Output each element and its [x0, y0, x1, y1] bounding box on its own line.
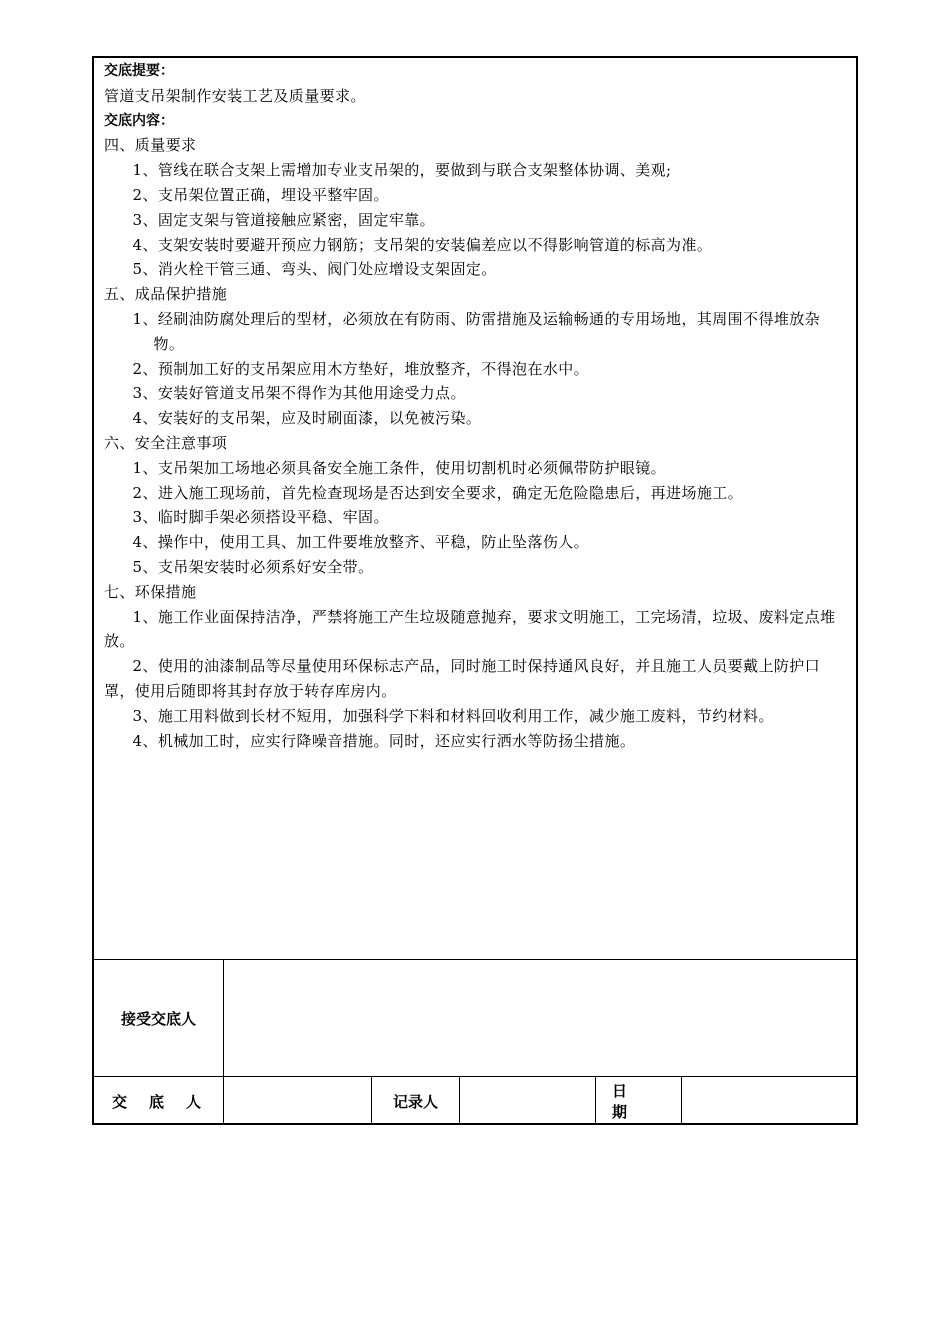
- list-item: 3、施工用料做到长材不短用，加强科学下料和材料回收利用工作，减少施工废料，节约材料。: [132, 706, 774, 725]
- list-item: 1、施工作业面保持洁净，严禁将施工产生垃圾随意抛弃，要求文明施工，工完场清，垃圾、废料定点堆放。: [104, 607, 836, 651]
- list-item: 2、预制加工好的支吊架应用木方垫好，堆放整齐，不得泡在水中。: [132, 359, 590, 378]
- summary-label: 交底提要：: [104, 63, 174, 79]
- list-item: 4、支架安装时要避开预应力钢筋；支吊架的安装偏差应以不得影响管道的标高为准。: [132, 235, 713, 254]
- list-item: 4、机械加工时，应实行降噪音措施。同时，还应实行洒水等防扬尘措施。: [132, 731, 636, 750]
- list-item: 2、进入施工现场前，首先检查现场是否达到安全要求，确定无危险隐患后，再进场施工。: [132, 483, 744, 502]
- section-heading: 六、安全注意事项: [104, 433, 228, 452]
- list-item: 4、安装好的支吊架，应及时刷面漆，以免被污染。: [132, 409, 482, 428]
- list-item: 3、临时脚手架必须搭设平稳、牢固。: [132, 508, 389, 527]
- list-item: 1、支吊架加工场地必须具备安全施工条件，使用切割机时必须佩带防护眼镜。: [132, 458, 667, 477]
- section-heading: 五、成品保护措施: [104, 285, 228, 304]
- form-content: [94, 58, 856, 958]
- receiver-signature-field[interactable]: [224, 960, 856, 1076]
- summary-text: 管道支吊架制作安装工艺及质量要求。: [104, 86, 366, 105]
- receiver-label: 接受交底人: [94, 960, 224, 1076]
- recorder-label: 记录人: [372, 1077, 460, 1125]
- content-label: 交底内容：: [104, 112, 174, 129]
- date-field[interactable]: [682, 1077, 856, 1125]
- disclosure-form: [92, 56, 858, 1125]
- list-item: 1、管线在联合支架上需增加专业支吊架的，要做到与联合支架整体协调、美观;: [132, 161, 672, 180]
- discloser-label: 交底人: [94, 1077, 224, 1125]
- list-item: 3、安装好管道支吊架不得作为其他用途受力点。: [132, 384, 466, 403]
- list-item: 5、支吊架安装时必须系好安全带。: [132, 557, 374, 576]
- discloser-field[interactable]: [224, 1077, 372, 1125]
- recorder-field[interactable]: [460, 1077, 596, 1125]
- signers-row: [94, 1076, 856, 1125]
- list-item: 4、操作中，使用工具、加工件要堆放整齐、平稳，防止坠落伤人。: [132, 533, 590, 552]
- date-label: 日期: [596, 1077, 682, 1125]
- list-item: 3、固定支架与管道接触应紧密，固定牢靠。: [132, 210, 436, 229]
- list-item: 2、支吊架位置正确，埋设平整牢固。: [132, 185, 389, 204]
- receiver-row: [94, 959, 856, 1076]
- list-item: 1、经刷油防腐处理后的型材，必须放在有防雨、防雷措施及运输畅通的专用场地，其周围不得堆放杂物。: [132, 309, 821, 353]
- list-item: 5、消火栓干管三通、弯头、阀门处应增设支架固定。: [132, 260, 497, 279]
- section-heading: 四、质量要求: [104, 136, 197, 155]
- section-heading: 七、环保措施: [104, 582, 197, 601]
- list-item: 2、使用的油漆制品等尽量使用环保标志产品，同时施工时保持通风良好，并且施工人员要戴上防护口罩，使用后随即将其封存放于转存库房内。: [104, 657, 821, 700]
